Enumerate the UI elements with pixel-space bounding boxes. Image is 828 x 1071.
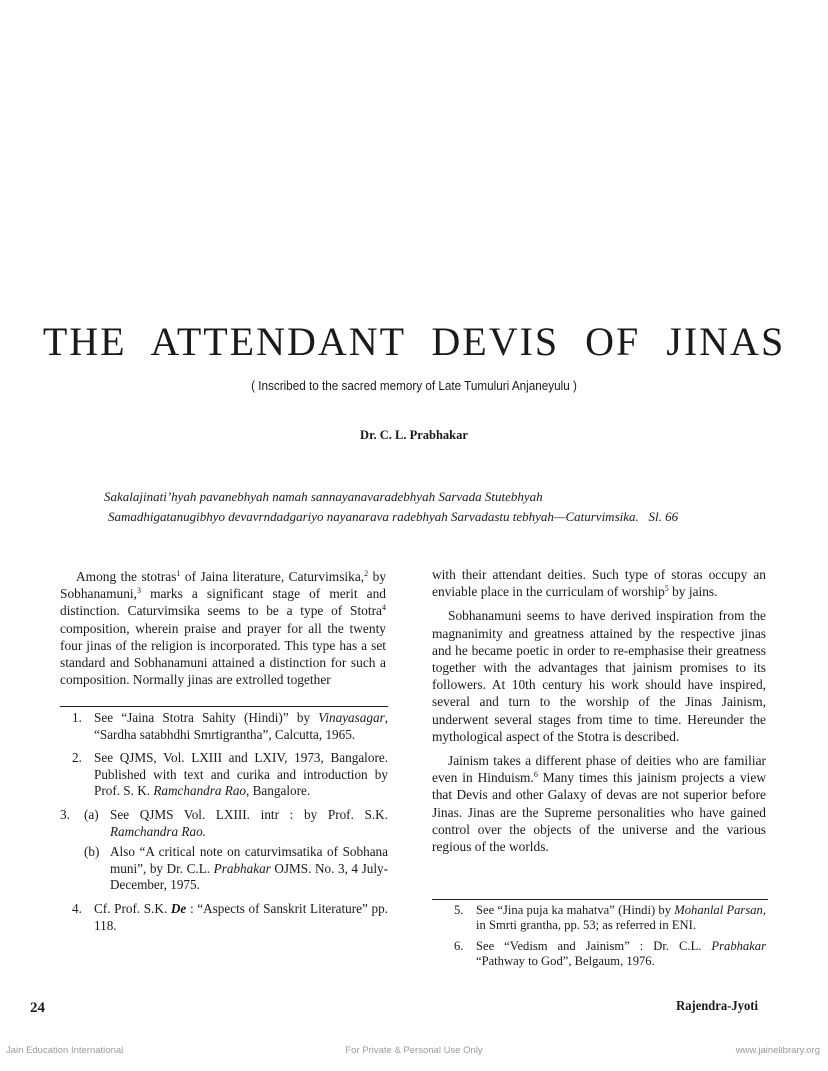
footnote-ref: 2 (364, 569, 369, 578)
verse-line-2-text: Samadhigatanugibhyo devavrndadgariyo nayanarava radebhyah Sarvadastu tebhyah—Caturvimsika. (108, 509, 639, 524)
footnote-ref: 6 (533, 770, 538, 780)
footnote-ref: 3 (137, 586, 141, 596)
dedication-subtitle: ( Inscribed to the sacred memory of Late Tumuluri Anjaneyulu ) (251, 378, 577, 393)
verse-ref: Sl. 66 (648, 509, 679, 524)
author-name: Dr. C. L. Prabhakar (360, 428, 468, 442)
verse-line-2 (108, 507, 804, 527)
paragraph: Sobhanamuni seems to have derived inspiration from the magnanimity and greatness attained by the respective jinas and he became poetic in order to re-emphasise their greatness together with the advantages that jainism promises to its followers. At 10th century his work should have inspired, several and turn to the worship of the Jinas Jainism, underwent several stages from time to time. Hereunder the mythological aspect of the Stotra is described. (432, 608, 766, 744)
footnote-3b: (b) Also “A critical note on caturvimsatika of Sobhana muni”, by Dr. C.L. Prabhakar OJMS. No. 3, 4 July-December, 1975. (84, 844, 388, 893)
page-number: 24 (30, 1000, 45, 1016)
footnote-ref: 4 (382, 603, 386, 613)
footnote-number: 5. (454, 903, 464, 917)
footnote-divider-left (60, 706, 388, 707)
footnotes-right (454, 903, 766, 975)
epigraph-verse (104, 487, 804, 527)
footer-website-link[interactable]: www.jainelibrary.org (735, 1045, 820, 1056)
footer-usage-notice: For Private & Personal Use Only (345, 1045, 483, 1056)
footnote-number: 6. (454, 939, 464, 953)
footnote-number: 1. (72, 710, 82, 725)
footnote-1: 1. See “Jaina Stotra Sahity (Hindi)” by Vinayasagar, “Sardha satabhdhi Smrtigrantha”, Calcutta, 1965. (72, 710, 388, 742)
left-column-body (60, 568, 386, 695)
footnote-ref: 1 (176, 569, 181, 578)
footnote-number: 4. (72, 900, 82, 916)
paragraph: with their attendant deities. Such type of storas occupy an enviable place in the curriculam of worship$^5$ by jains. (432, 567, 766, 600)
footnotes-left (60, 710, 388, 941)
article-title: THE ATTENDANT DEVIS OF JINAS (42, 319, 786, 364)
footnote-3a: 3. (a) See QJMS Vol. LXIII. intr : by Prof. S.K. Ramchandra Rao. (60, 806, 388, 839)
footnote-5: 5. See “Jina puja ka mahatva” (Hindi) by Mohanlal Parsan, in Smrti grantha, pp. 53; as referred in ENI. (454, 903, 766, 932)
footnote-divider-right (432, 899, 768, 900)
verse-line-1: Sakalajinati’hyah pavanebhyah namah sannayanavaradebhyah Sarvada Stutebhyah (104, 489, 543, 504)
footnote-number: 3. (60, 806, 70, 822)
footnote-number: 2. (72, 750, 82, 766)
footnote-ref: 5 (664, 584, 669, 594)
paragraph: Jainism takes a different phase of deities who are familiar even in Hinduism.$^6$ Many times this jainism projects a view that Devis and other Galaxy of devas are not superior before Jinas. Jinas are the Supreme personalities who have gained control over the objects of the universe and the various regious of the worlds. (432, 753, 766, 855)
paragraph: Among the stotras$^1$ of Jaina literature, Caturvimsika,$^2$ by Sobhanamuni,$^3$ marks a significant stage of merit and distinction. Caturvimsika seems to be a type of Stotra$^4$ composition, wherein praise and prayer for all the twenty four jinas of the religion is incorporated. This type has a set standard and Sobhanamuni attained a distinction for such a composition. Normally jinas are extrolled together (60, 569, 387, 688)
footnote-6: 6. See “Vedism and Jainism” : Dr. C.L. Prabhakar “Pathway to God”, Belgaum, 1976. (454, 939, 766, 968)
journal-name: Rajendra-Jyoti (676, 999, 758, 1014)
footnote-2: 2. See QJMS, Vol. LXIII and LXIV, 1973, Bangalore. Published with text and curika and introduction by Prof. S. K. Ramchandra Rao, Bangalore. (72, 750, 388, 799)
footnote-4: 4. Cf. Prof. S.K. De : “Aspects of Sanskrit Literature” pp. 118. (72, 900, 388, 933)
footer-publisher: Jain Education International (6, 1045, 124, 1056)
right-column-body (432, 566, 766, 862)
